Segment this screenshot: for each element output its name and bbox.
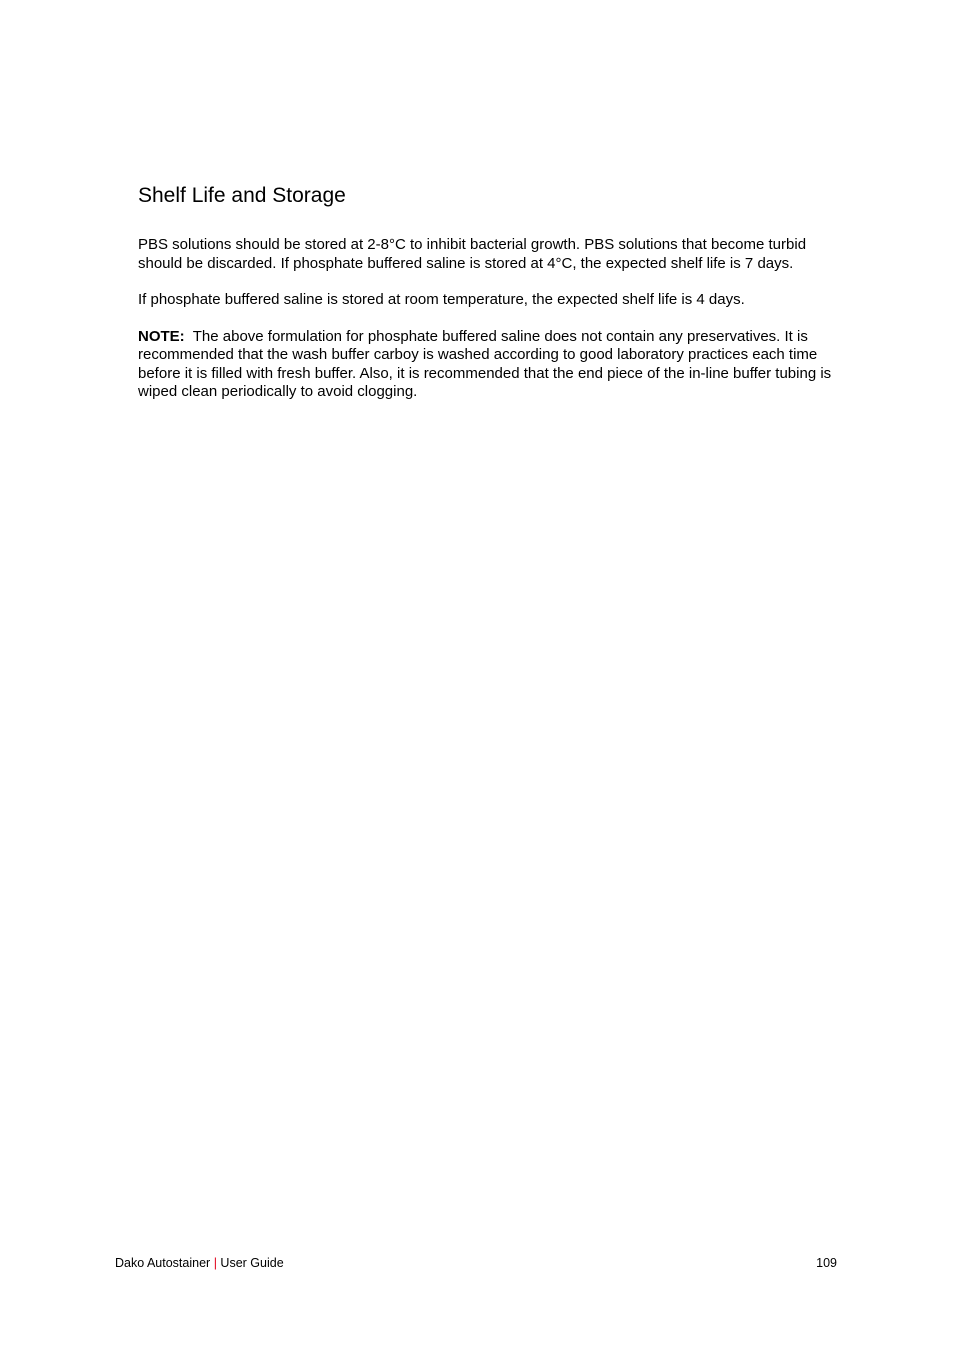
note-text: The above formulation for phosphate buffered saline does not contain any preservatives. It is recommended that the wash buffer carboy is washed according to good laboratory practices each time before it is filled with fresh buffer. Also, it is recommended that the end piece of the in-line buffer tubing is wiped clean periodically to avoid clogging. [138, 327, 832, 400]
room-temperature-paragraph: If phosphate buffered saline is stored at room temperature, the expected shelf life is 4 days. [138, 291, 745, 308]
note-paragraph [138, 328, 844, 402]
footer-document-title [115, 1255, 284, 1271]
note-label: NOTE: [138, 327, 185, 345]
storage-paragraph: PBS solutions should be stored at 2-8°C to inhibit bacterial growth. PBS solutions that become turbid should be discarded. If phosphate buffered saline is stored at 4°C, the expected shelf life is 7 days. [138, 236, 807, 272]
footer-guide: User Guide [220, 1256, 284, 1270]
footer-separator: | [213, 1256, 217, 1270]
document-body [138, 181, 844, 420]
footer-product: Dako Autostainer [115, 1256, 211, 1270]
section-title: Shelf Life and Storage [138, 184, 346, 207]
page-number: 109 [816, 1256, 837, 1270]
